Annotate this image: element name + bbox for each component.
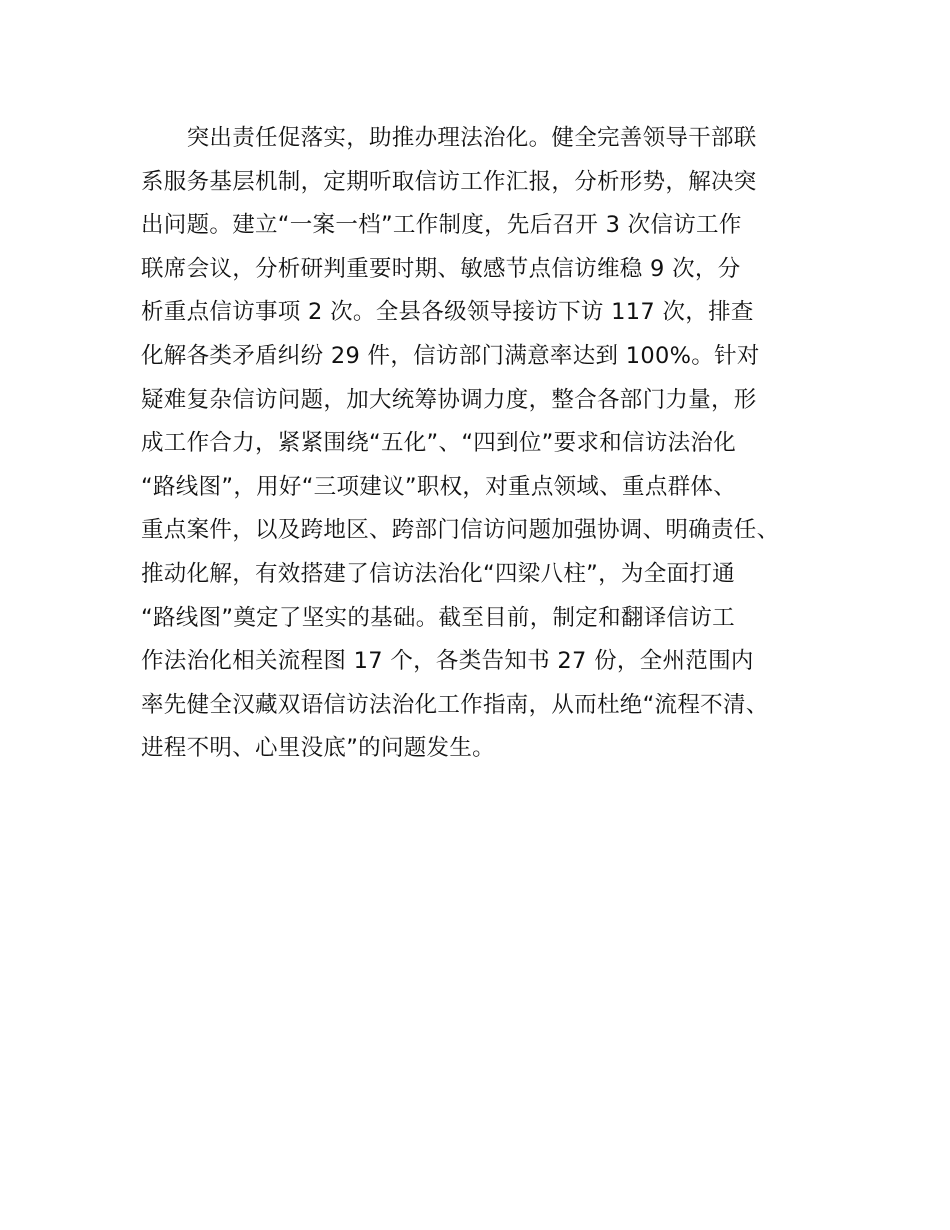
paragraph-line: 推动化解，有效搭建了信访法治化“四梁八柱”，为全面打通 [141, 560, 735, 587]
paragraph-line: 出问题。建立“一案一档”工作制度，先后召开 3 次信访工作 [141, 212, 742, 239]
paragraph-line: 联席会议，分析研判重要时期、敏感节点信访维稳 9 次，分 [141, 255, 741, 282]
body-paragraph [141, 117, 841, 771]
paragraph-line: 化解各类矛盾纠纷 29 件，信访部门满意率达到 100%。针对 [141, 342, 760, 369]
paragraph-line: “路线图”，用好“三项建议”职权，对重点领域、重点群体、 [141, 473, 737, 500]
paragraph-line: “路线图”奠定了坚实的基础。截至目前，制定和翻译信访工 [141, 604, 735, 631]
paragraph-line: 析重点信访事项 2 次。全县各级领导接访下访 117 次，排查 [141, 299, 754, 326]
paragraph-line: 率先健全汉藏双语信访法治化工作指南，从而杜绝“流程不清、 [141, 691, 769, 718]
paragraph-line: 系服务基层机制，定期听取信访工作汇报，分析形势，解决突 [141, 168, 757, 195]
paragraph-line: 进程不明、心里没底”的问题发生。 [141, 735, 495, 762]
paragraph-line: 突出责任促落实，助推办理法治化。健全完善领导干部联 [141, 125, 757, 151]
paragraph-line: 成工作合力，紧紧围绕“五化”、“四到位”要求和信访法治化 [141, 430, 737, 457]
paragraph-line: 疑难复杂信访问题，加大统筹协调力度，整合各部门力量，形 [141, 386, 757, 413]
paragraph-line: 作法治化相关流程图 17 个，各类告知书 27 份，全州范围内 [141, 648, 754, 675]
paragraph-line: 重点案件，以及跨地区、跨部门信访问题加强协调、明确责任、 [141, 517, 780, 544]
